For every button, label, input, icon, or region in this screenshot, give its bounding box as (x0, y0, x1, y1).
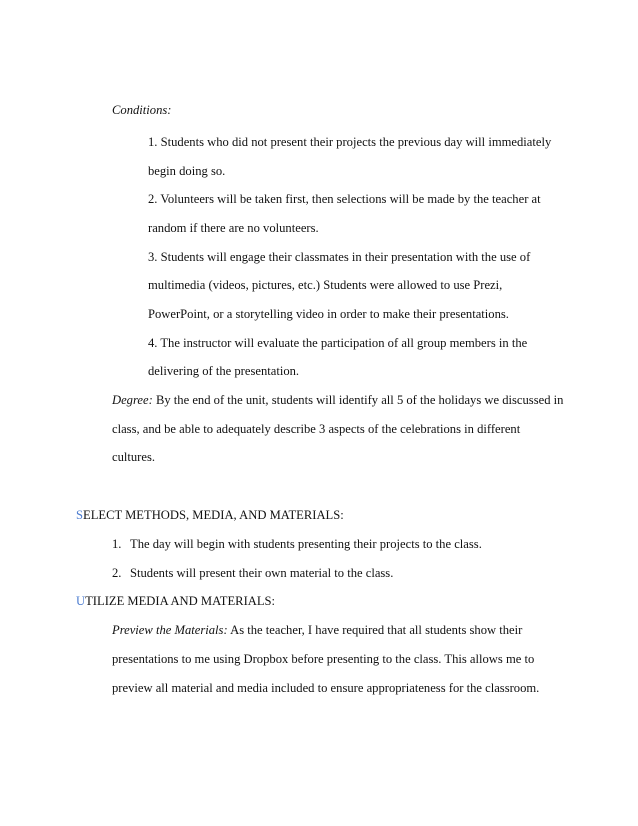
preview-line-1 (112, 622, 522, 638)
condition-3-line-1: 3. Students will engage their classmates in their presentation with the use of (148, 250, 531, 264)
utilize-heading-rest: TILIZE MEDIA AND MATERIALS: (85, 594, 276, 608)
condition-3-line-2: multimedia (videos, pictures, etc.) Students were allowed to use Prezi, (148, 278, 503, 292)
list-item-number: 1. (112, 537, 122, 551)
select-heading (76, 507, 344, 523)
condition-2-line-1: 2. Volunteers will be taken first, then selections will be made by the teacher at (148, 192, 541, 206)
preview-line-2: presentations to me using Dropbox before presenting to the class. This allows me to (112, 652, 535, 666)
condition-2-line-2: random if there are no volunteers. (148, 221, 319, 235)
select-heading-initial: S (76, 508, 84, 522)
degree-label: Degree: (112, 393, 153, 407)
preview-line-3: preview all material and media included to ensure appropriateness for the classroom. (112, 681, 540, 695)
select-heading-rest: ELECT METHODS, MEDIA, AND MATERIALS: (83, 508, 344, 522)
condition-4-line-1: 4. The instructor will evaluate the participation of all group members in the (148, 336, 528, 350)
condition-1-line-2: begin doing so. (148, 164, 226, 178)
list-item-number: 2. (112, 566, 122, 580)
degree-text: By the end of the unit, students will identify all 5 of the holidays we discussed in (152, 393, 564, 407)
condition-1-line-1: 1. Students who did not present their projects the previous day will immediately (148, 135, 552, 149)
degree-line-2: class, and be able to adequately describe 3 aspects of the celebrations in different (112, 422, 521, 436)
condition-4-line-2: delivering of the presentation. (148, 364, 300, 378)
preview-label: Preview the Materials: (112, 623, 228, 637)
utilize-heading-initial: U (76, 594, 86, 608)
condition-3-line-3: PowerPoint, or a storytelling video in order to make their presentations. (148, 307, 509, 321)
degree-line-1 (112, 392, 563, 408)
conditions-heading: Conditions: (112, 103, 172, 117)
list-item (112, 536, 482, 552)
preview-text: As the teacher, I have required that all students show their (227, 623, 523, 637)
list-item (112, 565, 393, 581)
utilize-heading (76, 593, 275, 609)
degree-line-3: cultures. (112, 450, 156, 464)
list-item-text: The day will begin with students presenting their projects to the class. (130, 537, 482, 551)
list-item-text: Students will present their own material to the class. (130, 566, 394, 580)
